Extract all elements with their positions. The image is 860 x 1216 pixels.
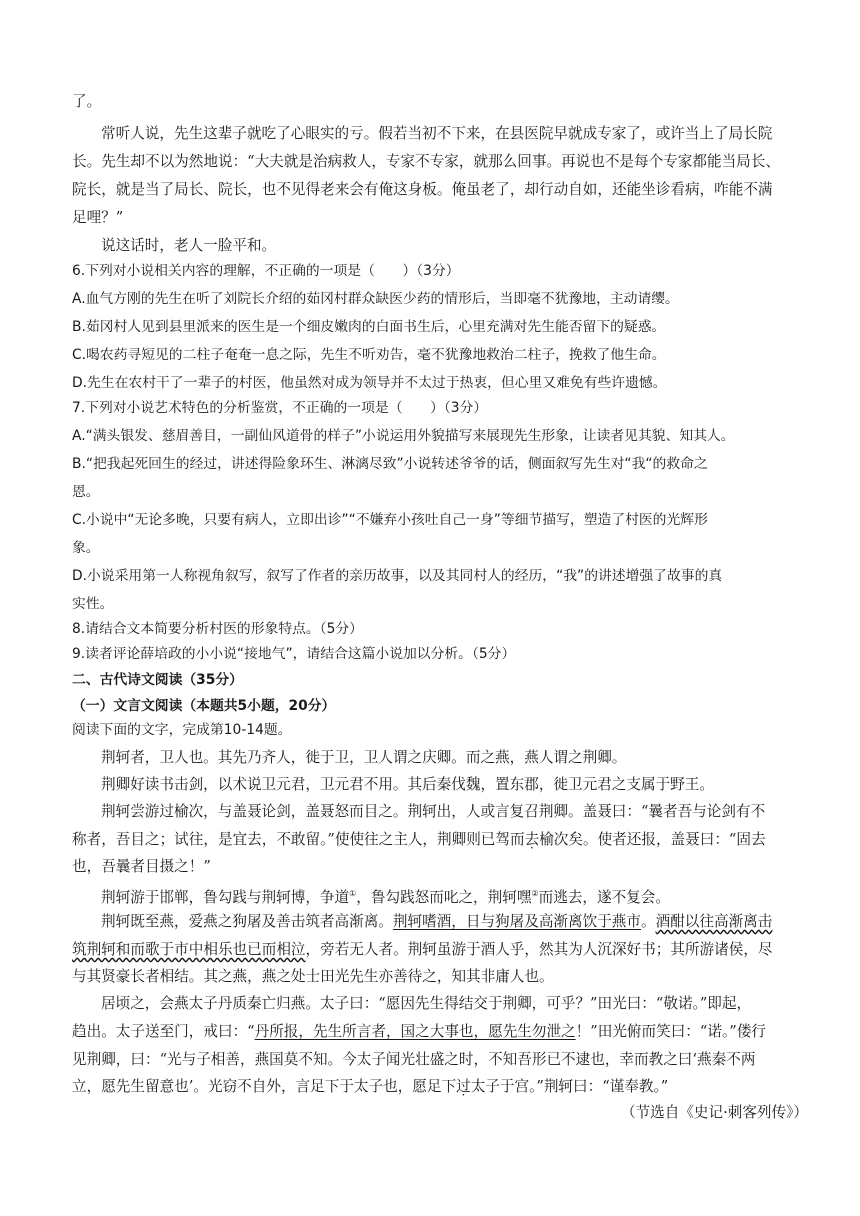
- text-run: ，鲁勾践怒而叱之，荆轲嘿: [356, 888, 532, 906]
- classical-line: 荆轲尝游过榆次，与盖聂论剑，盖聂怒而目之。荆轲出，人或言复召荆卿。盖聂曰：“曩者吾与论剑有不: [101, 803, 766, 820]
- classical-line: 荆卿好读书击剑，以术说卫元君，卫元君不用。其后秦伐魏，置东郡，徙卫元君之支属于野王。: [101, 776, 714, 793]
- classical-line: [72, 830, 766, 850]
- classical-line: [72, 940, 773, 960]
- classical-line: [72, 1022, 766, 1042]
- question-6-option-c: C.喝农药寻短见的二柱子奄奄一息之际，先生不听劝告，毫不犹豫地救治二柱子，挽救了他生命。: [72, 347, 666, 363]
- story-paragraph-line: 常听人说，先生这辈子就吃了心眼实的亏。假若当初不下来，在县医院早就成专家了，或许当上了局长院: [101, 125, 773, 142]
- story-line: 了。: [72, 93, 102, 110]
- classical-line: [101, 912, 772, 932]
- question-7: 7.下列对小说艺术特色的分析鉴赏，不正确的一项是（ ）（3分）: [72, 400, 488, 416]
- footnote-marker: ①: [349, 889, 357, 898]
- story-paragraph-line: 说这话时，老人一脸平和。: [101, 237, 277, 254]
- text-run: 荆轲既至燕，爱燕之狗屠及善击筑者高渐离。: [101, 913, 393, 930]
- classical-line: [101, 884, 670, 908]
- text-run: 荆轲游于邯郸，鲁勾践与荆轲博，争道: [101, 888, 350, 906]
- text-run: 立，愿先生留意也’。光窃不自外，言足下于太子也，愿足下: [72, 1078, 457, 1095]
- emphasis-dot-char: 过: [456, 1078, 471, 1095]
- story-paragraph-line: 足哩？”: [72, 209, 124, 226]
- footnote-marker: ②: [531, 889, 539, 898]
- question-7-option-b: B.“把我起死回生的经过，讲述得险象环生、淋漓尽致”小说转述爷爷的话，侧面叙写先生对“我“的救命之: [72, 456, 708, 472]
- question-7-option-c: C.小说中“无论多晚，只要有病人，立即出诊”“不嫌弃小孩吐自己一身”等细节描写，塑造了村医的光辉形: [72, 512, 708, 528]
- story-paragraph-line: 长。先生却不以为然地说：“大夫就是治病救人，专家不专家，就那么回事。再说也不是每个专家都能当局长、: [72, 153, 780, 170]
- reading-instruction: 阅读下面的文字，完成第10-14题。: [72, 722, 292, 738]
- emphasis-dot-char: 去: [524, 831, 540, 848]
- question-7-option-a: A.“满头银发、慈眉善目，一副仙风道骨的样子”小说运用外貌描写来展现先生形象，让读者见其貌、知其人。: [72, 428, 735, 444]
- question-6-option-b: B.茹冈村人见到县里派来的医生是一个细皮嫩肉的白面书生后，心里充满对先生能否留下的疑惑。: [72, 319, 666, 335]
- question-6-option-d: D.先生在农村干了一辈子的村医，他虽然对成为领导并不太过于热衷，但心里又难免有些许遗憾。: [72, 375, 667, 391]
- story-paragraph-line: 院长，就是当了局长、院长，也不见得老来会有俺这身板。俺虽老了，却行动自如，还能坐诊看病，咋能不满: [72, 181, 773, 198]
- text-run: 而逃去，遂不复会。: [538, 888, 670, 906]
- text-run: 太子于宫。”荆轲曰：“谨奉教。”: [470, 1078, 669, 1095]
- classical-line: [72, 1077, 668, 1097]
- wavy-underlined-sentence: 筑荆轲和而歌于市中相乐也已而相泣: [72, 941, 306, 958]
- classical-line: 也，吾曩者目摄之！”: [72, 858, 211, 875]
- text-run: 趋出。太子送至门，戒曰：“: [72, 1023, 255, 1040]
- classical-line: 荆轲者，卫人也。其先乃齐人，徙于卫，卫人谓之庆卿。而之燕，燕人谓之荆卿。: [101, 749, 627, 766]
- text-run: 。: [641, 913, 656, 930]
- question-7-option-b-cont: 恩。: [72, 484, 100, 500]
- underlined-sentence: 荆轲嗜酒，日与狗屠及高渐离饮于燕市: [392, 913, 641, 930]
- classical-line: 居顷之，会燕太子丹质秦亡归燕。太子曰：“愿因先生得结交于荆卿，可乎？”田光曰：“敬诺。”即起，: [101, 995, 752, 1012]
- wavy-underlined-sentence: 酒酣以往高渐离击: [655, 913, 773, 930]
- question-9: 9.读者评论薛培政的小小说“接地气”，请结合这篇小说加以分析。（5分）: [72, 646, 516, 662]
- question-6-option-a: A.血气方刚的先生在听了刘院长介绍的茹冈村群众缺医少药的情形后，当即毫不犹豫地，主动请缨。: [72, 291, 679, 307]
- subsection-heading: （一）文言文阅读（本题共5小题，20分）: [72, 698, 336, 714]
- source-citation: （节选自《史记·刺客列传》）: [620, 1104, 808, 1121]
- text-run: ！”田光俯而笑曰：“诺。”偻行: [575, 1023, 766, 1040]
- text-run: 称者，吾目之；试往，是宜去，不敢留。”使使往之主人，荆卿则已驾而: [72, 831, 525, 848]
- classical-line: 见荆卿，曰：“光与子相善，燕国莫不知。今太子闻光壮盛之时，不知吾形已不逮也，幸而教之曰‘燕秦不两: [72, 1051, 756, 1068]
- classical-line: 与其贤豪长者相结。其之燕，燕之处士田光先生亦善待之，知其非庸人也。: [72, 968, 554, 985]
- question-7-option-d: D.小说采用第一人称视角叙写，叙写了作者的亲历故事，以及其同村人的经历，“我”的讲述增强了故事的真: [72, 568, 723, 584]
- text-run: 榆次矣。使者还报，盖聂曰：“固去: [539, 831, 766, 848]
- question-6: 6.下列对小说相关内容的理解，不正确的一项是（ ）（3分）: [72, 263, 460, 279]
- question-8: 8.请结合文本简要分析村医的形象特点。（5分）: [72, 621, 363, 637]
- question-7-option-c-cont: 象。: [72, 540, 100, 556]
- underlined-sentence: 丹所报，先生所言者，国之大事也，愿先生勿泄之: [254, 1023, 576, 1040]
- text-run: ，旁若无人者。荆轲虽游于酒人乎，然其为人沉深好书；其所游诸侯，尽: [305, 941, 773, 958]
- question-7-option-d-cont: 实性。: [72, 596, 114, 612]
- section-heading: 二、古代诗文阅读（35分）: [72, 672, 243, 688]
